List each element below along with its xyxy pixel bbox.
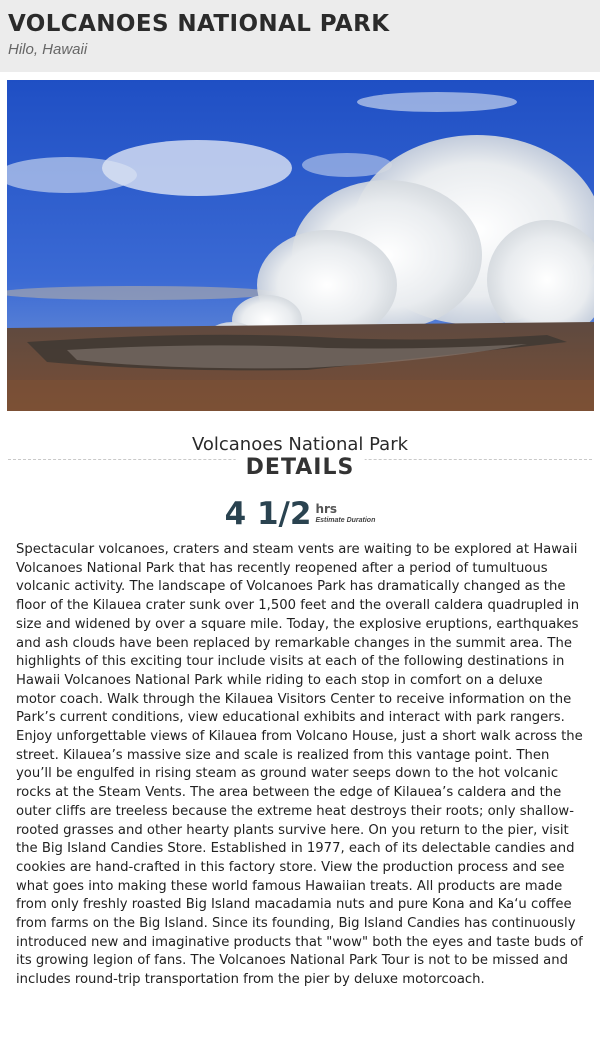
details-heading: DETAILS	[236, 455, 365, 480]
duration-unit: hrs	[315, 502, 338, 516]
duration-caption: Estimate Duration	[315, 517, 376, 524]
tour-name: Volcanoes National Park	[191, 434, 409, 455]
duration-value: 4 1/2	[224, 496, 312, 532]
duration-block	[0, 491, 600, 531]
location-subtitle: Hilo, Hawaii	[8, 41, 88, 58]
page-title: VOLCANOES NATIONAL PARK	[8, 11, 390, 37]
details-divider	[8, 455, 592, 489]
duration-unit-group	[315, 503, 375, 525]
tour-description: Spectacular volcanoes, craters and steam vents are waiting to be explored at Hawaii Volcanoes National Park that has recently reopened after a period of tumultuous volcanic activity. The landscape of Volcanoes Park has dramatically changed as the floor of the Kilauea crater sunk over 1,500 feet and the overall caldera quadrupled in size and widened by over a square mile. Today, the explosive eruptions, earthquakes and ash clouds have been replaced by remarkable changes in the summit area. The highlights of this exciting tour include visits at each of the following destinations in Hawaii Volcanoes National Park while riding to each stop in comfort on a deluxe motor coach. Walk through the Kilauea Visitors Center to receive information on the Park’s current conditions, view educational exhibits and interact with park rangers. Enjoy unforgettable views of Kilauea from Volcano House, just a short walk across the street. Kilauea’s massive size and scale is realized from this vantage point. Then you’ll be engulfed in rising steam as ground water seeps down to the hot volcanic rocks at the Steam Vents. The area between the edge of Kilauea’s caldera and the outer cliffs are treeless because the extreme heat destroys their roots; only shallow-rooted grasses and other hearty plants survive here. On you return to the pier, visit the Big Island Candies Store. Established in 1977, each of its delectable candies and cookies are hand-crafted in this factory store. View the production process and see what goes into making these world famous Hawaiian treats. All products are made from only freshly roasted Big Island macadamia nuts and pure Kona and Ka‘u coffee from farms on the Big Island. Since its founding, Big Island Candies has continuously introduced new and imaginative products that "wow" both the eyes and taste buds of its growing legion of fans. The Volcanoes National Park Tour is not to be missed and includes round-trip transportation from the pier by deluxe motorcoach.	[16, 542, 583, 988]
page-header	[0, 0, 600, 72]
hero-image	[7, 80, 594, 411]
